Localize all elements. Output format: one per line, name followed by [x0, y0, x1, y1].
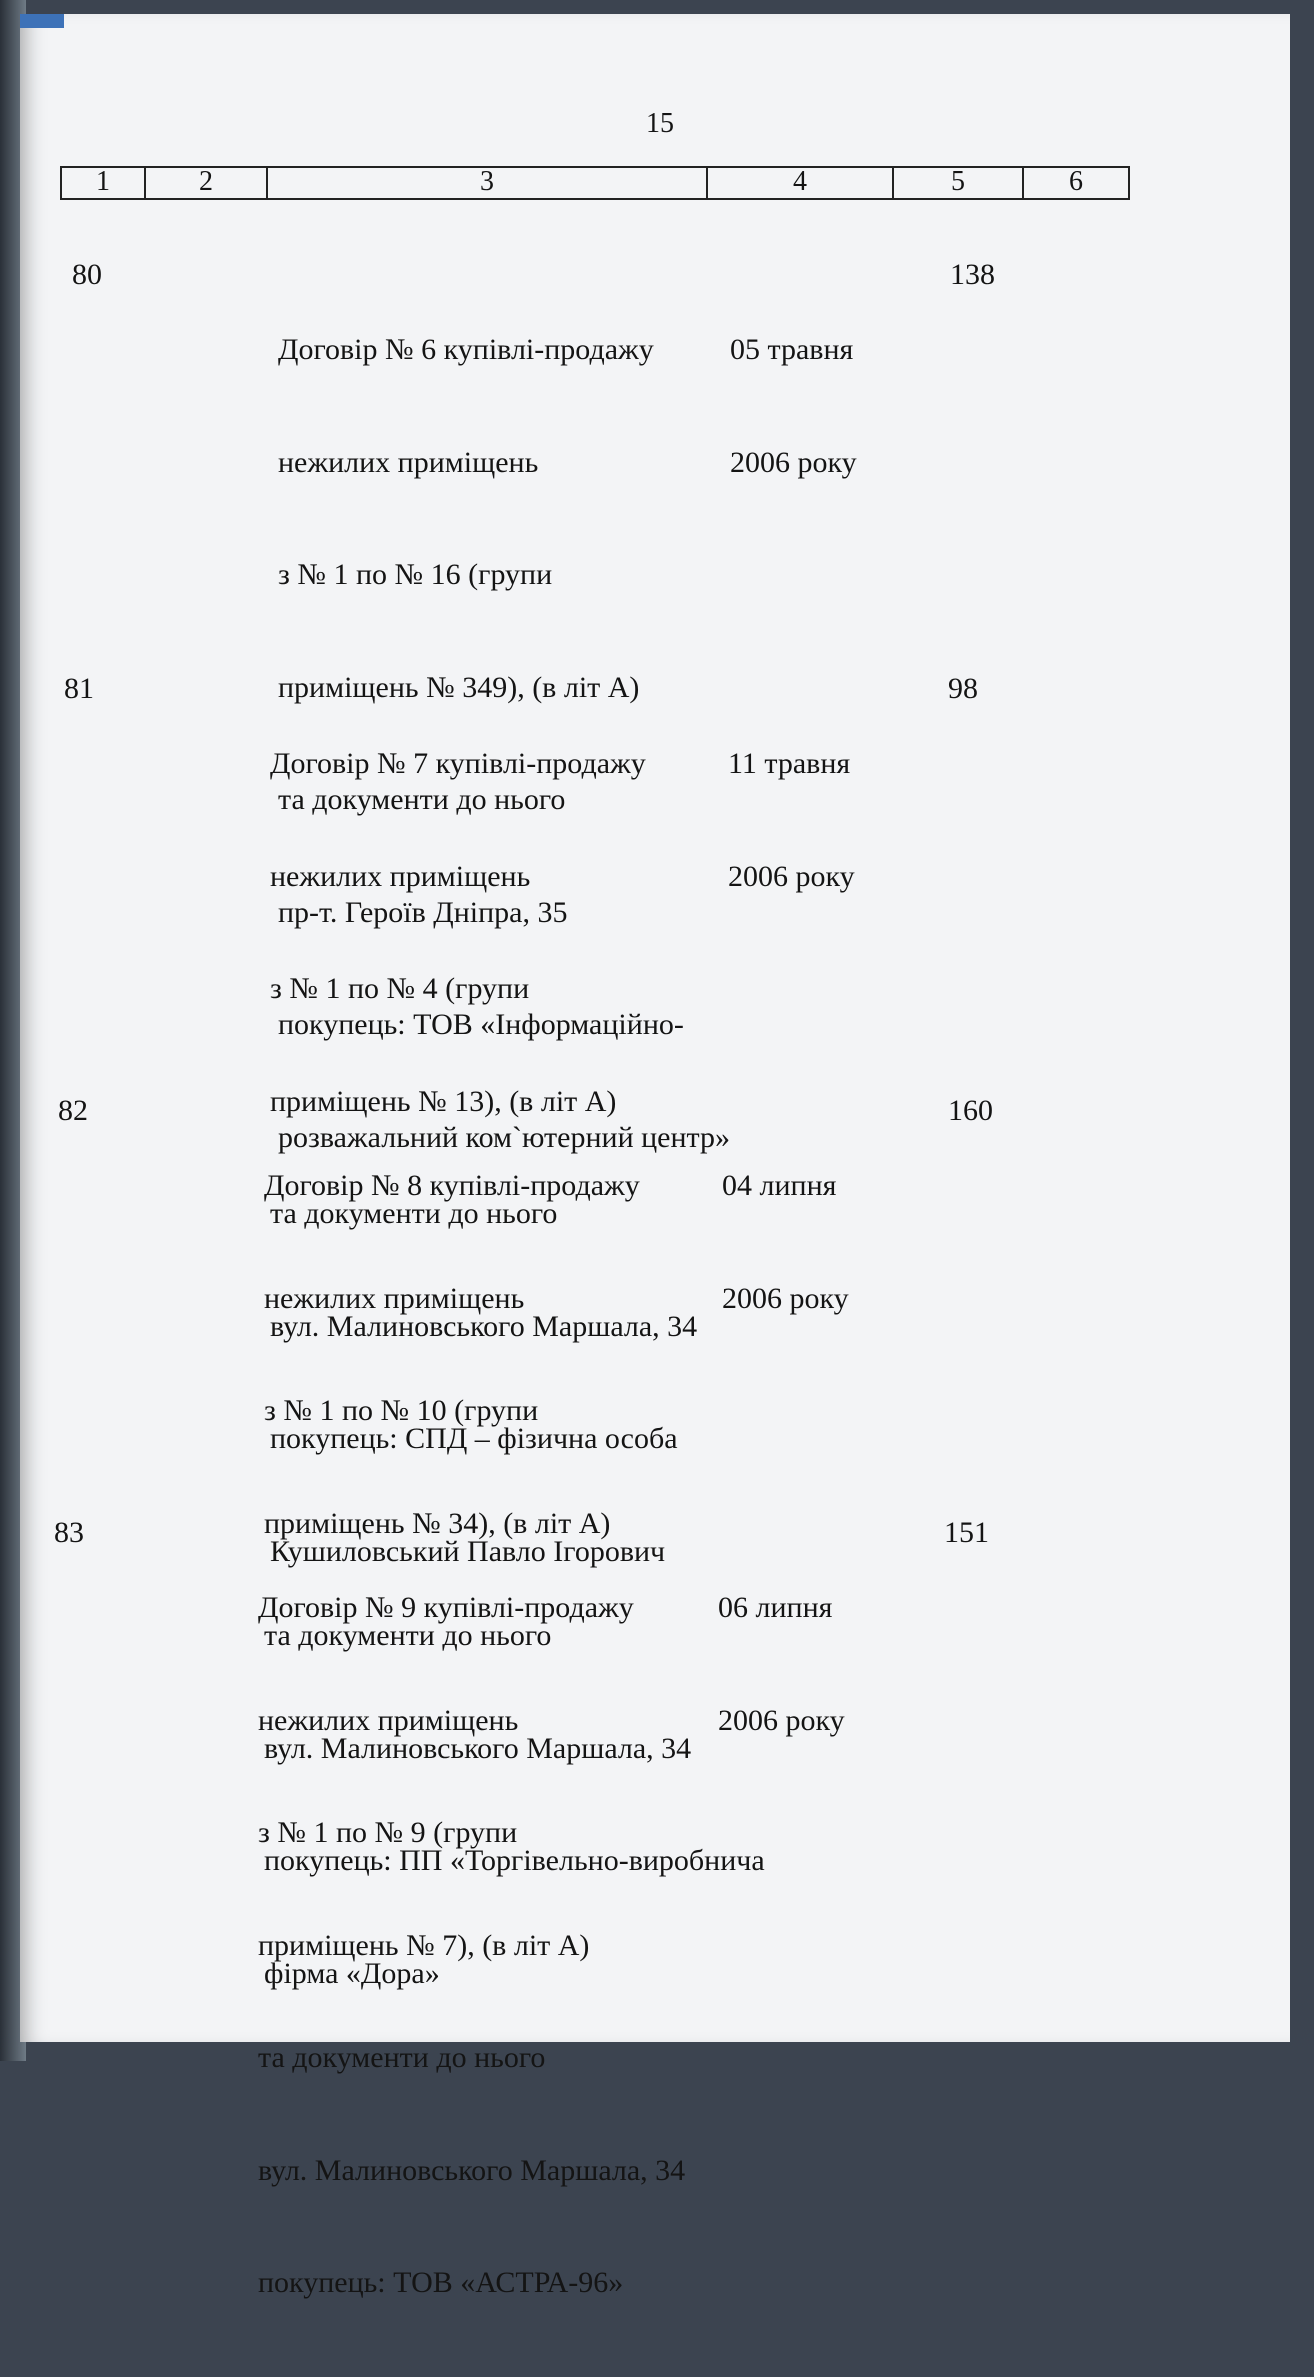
- entry-pages: 138: [950, 258, 995, 291]
- description-line: з № 1 по № 4 (групи: [270, 972, 530, 1005]
- date-line: 04 липня: [722, 1169, 837, 1202]
- entry-date: [718, 1514, 845, 1814]
- binding-tape: [20, 14, 64, 28]
- column-header-3: 3: [268, 168, 708, 198]
- description-line: розважальний ком`ютерний центр»: [278, 1120, 731, 1154]
- date-line: 05 травня: [730, 333, 854, 366]
- description-line: приміщень № 34), (в літ А): [264, 1506, 611, 1540]
- date-line: 11 травня: [728, 747, 851, 780]
- description-line: приміщень № 349), (в літ А): [278, 670, 640, 704]
- description-line: з № 1 по № 10 (групи: [264, 1394, 539, 1427]
- description-line: та документи до нього: [258, 2041, 546, 2074]
- date-line: 2006 року: [728, 859, 855, 893]
- description-line: покупець: ТОВ «АСТРА-96»: [258, 2266, 624, 2299]
- description-line: та документи до нього: [270, 1197, 558, 1230]
- description-line: вул. Малиновського Маршала, 34: [270, 1309, 698, 1343]
- page-number: 15: [646, 108, 674, 139]
- description-line: нежилих приміщень: [278, 445, 539, 479]
- description-line: з № 1 по № 16 (групи: [278, 558, 553, 591]
- column-header-5: 5: [894, 168, 1024, 198]
- description-line: покупець: ТОВ «Інформаційно-: [278, 1008, 684, 1041]
- column-header-row: [60, 166, 1130, 200]
- date-line: 2006 року: [722, 1281, 849, 1315]
- description-line: та документи до нього: [264, 1619, 552, 1652]
- description-line: Кушиловський Павло Ігорович: [270, 1534, 666, 1568]
- description-line: Договір № 6 купівлі-продажу: [278, 333, 654, 366]
- date-line: 06 липня: [718, 1591, 833, 1624]
- description-line: вул. Малиновського Маршала, 34: [264, 1731, 692, 1765]
- description-line: приміщень № 13), (в літ А): [270, 1084, 617, 1118]
- column-header-1: 1: [62, 168, 146, 198]
- description-line: та документи до нього: [278, 783, 566, 816]
- description-line: Договір № 8 купівлі-продажу: [264, 1169, 640, 1202]
- entry-date: [728, 670, 855, 970]
- description-line: пр-т. Героїв Дніпра, 35: [278, 895, 568, 929]
- date-line: 2006 року: [730, 445, 857, 479]
- description-line: нежилих приміщень: [270, 859, 531, 893]
- description-line: нежилих приміщень: [258, 1703, 519, 1737]
- description-line: покупець: ПП «Торгівельно-виробнича: [264, 1844, 765, 1877]
- document-page: [20, 14, 1290, 2299]
- description-line: з № 1 по № 9 (групи: [258, 1816, 518, 1849]
- column-header-6: 6: [1069, 166, 1083, 197]
- entry-pages: 160: [948, 1094, 993, 1127]
- entry-number: 81: [64, 672, 94, 705]
- entry-number: 80: [72, 258, 102, 291]
- description-line: приміщень № 7), (в літ А): [258, 1928, 590, 1962]
- entry-pages: 151: [944, 1516, 989, 1549]
- entry-date: [730, 256, 857, 556]
- entry-number: 83: [54, 1516, 84, 1549]
- column-header-4: 4: [708, 168, 894, 198]
- column-header-2: 2: [146, 168, 268, 198]
- description-line: вул. Малиновського Маршала, 34: [258, 2153, 686, 2187]
- description-line: фірма «Дора»: [264, 1956, 440, 1990]
- description-line: Договір № 9 купівлі-продажу: [258, 1591, 634, 1624]
- description-line: покупець: СПД – фізична особа: [270, 1422, 678, 1455]
- description-line: нежилих приміщень: [264, 1281, 525, 1315]
- entry-number: 82: [58, 1094, 88, 1127]
- date-line: 2006 року: [718, 1703, 845, 1737]
- description-line: Договір № 7 купівлі-продажу: [270, 747, 646, 780]
- entry-pages: 98: [948, 672, 978, 705]
- entry-description: [258, 1514, 685, 2377]
- entry-date: [722, 1092, 849, 1392]
